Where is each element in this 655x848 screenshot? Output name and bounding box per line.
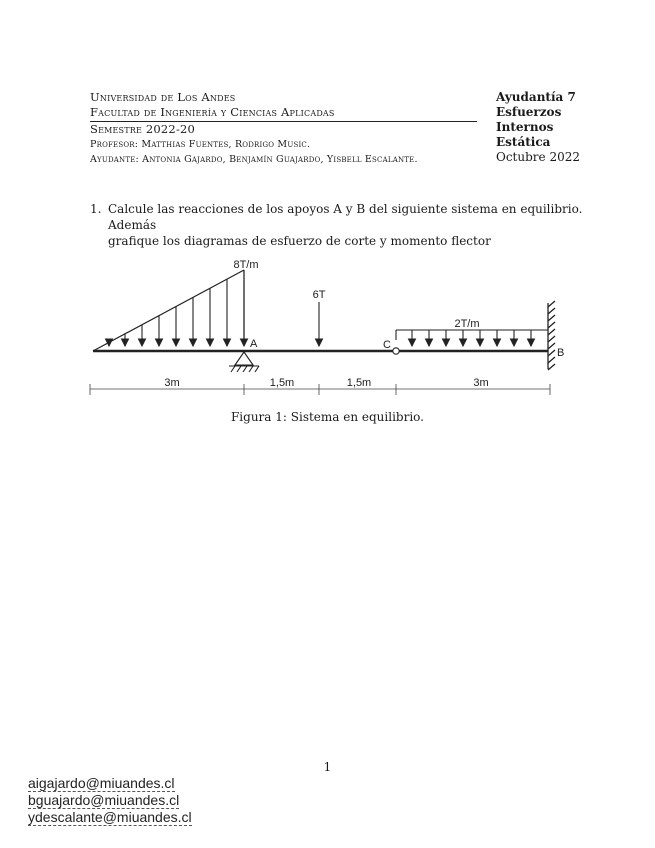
beam-diagram — [84, 252, 574, 402]
page-number: 1 — [323, 760, 332, 774]
semester: Semestre 2022-20 — [90, 122, 196, 136]
dim-1: 3m — [164, 377, 180, 389]
uniform-load-arrows — [396, 330, 531, 346]
date: Octubre 2022 — [496, 150, 580, 164]
label-triangular-load: 8T/m — [233, 259, 259, 271]
email-list — [28, 775, 192, 826]
figure-caption: Figura 1: Sistema en equilibrio. — [230, 410, 424, 424]
triangular-load — [93, 270, 244, 351]
dim-4: 3m — [473, 377, 489, 389]
course-name: Estática — [496, 135, 551, 149]
email-link[interactable]: aigajardo@miuandes.cl — [28, 775, 175, 791]
problem-line-2: grafique los diagramas de esfuerzo de corte y momento flector — [108, 234, 491, 248]
assignment-title: Ayudantía 7 — [496, 90, 576, 104]
label-point-load: 6T — [312, 289, 326, 301]
label-b: B — [557, 347, 565, 359]
problem-line-1: Calcule las reacciones de los apoyos A y B del siguiente sistema en equilibrio. Además — [108, 202, 583, 232]
university-name: Universidad de Los Andes — [90, 90, 236, 104]
header-rule — [90, 121, 477, 122]
label-c: C — [383, 339, 391, 351]
email-link[interactable]: ydescalante@miuandes.cl — [28, 809, 192, 825]
label-a: A — [250, 338, 258, 350]
topic-line-1: Esfuerzos — [496, 105, 562, 119]
support-a — [229, 352, 259, 372]
faculty-name: Facultad de Ingeniería y Ciencias Aplicadas — [90, 105, 335, 119]
problem-number: 1. — [90, 202, 102, 216]
hinge-c — [393, 348, 399, 354]
assistant: Ayudante: Antonia Gajardo, Benjamín Guajardo, Yisbell Escalante. — [90, 154, 418, 165]
dim-3: 1,5m — [346, 377, 372, 389]
header-right — [496, 90, 606, 165]
label-uniform-load: 2T/m — [454, 318, 480, 330]
professor: Profesor: Matthias Fuentes, Rodrigo Music. — [90, 139, 311, 150]
problem-statement — [90, 201, 590, 249]
topic-line-2: Internos — [496, 120, 554, 134]
email-link[interactable]: bguajardo@miuandes.cl — [28, 792, 180, 808]
dim-2: 1,5m — [269, 377, 295, 389]
header-left — [90, 90, 477, 167]
support-b — [548, 301, 555, 370]
